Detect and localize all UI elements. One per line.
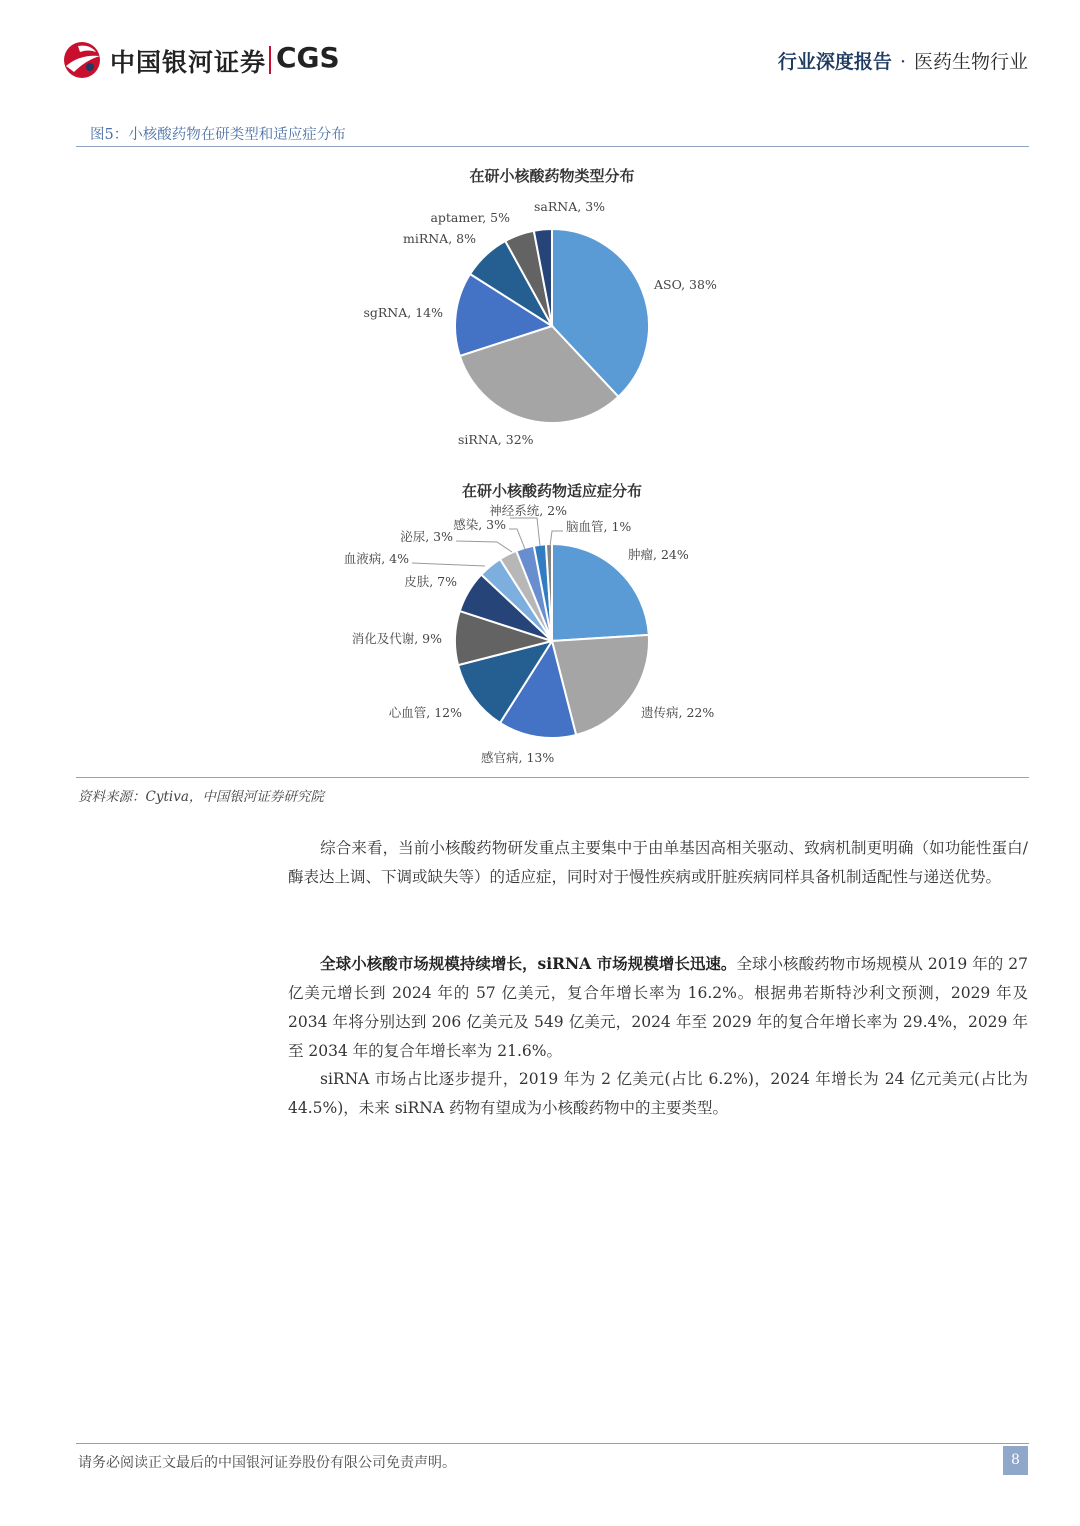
- slice-label: aptamer, 5%: [430, 210, 510, 225]
- figure-bottom-rule: [76, 777, 1029, 778]
- chart-title: 在研小核酸药物类型分布: [469, 167, 635, 185]
- figure-source: 资料来源：Cytiva，中国银河证券研究院: [78, 789, 324, 805]
- slice-label: siRNA, 32%: [458, 432, 534, 447]
- footer-rule: [76, 1443, 1029, 1444]
- slice-label: 感染, 3%: [453, 517, 506, 532]
- slice-label: 皮肤, 7%: [404, 574, 457, 589]
- slice-label: 血液病, 4%: [343, 551, 409, 566]
- slice-label: 感官病, 13%: [481, 750, 555, 765]
- logo-text-cn: 中国银河证券: [110, 48, 267, 77]
- paragraph-3: [288, 1065, 1028, 1123]
- slice-label: saRNA, 3%: [534, 199, 606, 214]
- slice-label: 心血管, 12%: [388, 705, 462, 720]
- pie-chart-1: [363, 167, 716, 447]
- report-type: 行业深度报告: [777, 51, 892, 73]
- figure-caption: 图5：小核酸药物在研类型和适应症分布: [90, 127, 346, 143]
- paragraph-3-text: siRNA 市场占比逐步提升，2019 年为 2 亿美元(占比 6.2%)，2024 年增长为 24 亿元美元(占比为 44.5%)，未来 siRNA 药物有望成为小核酸药物中的主要类型。: [288, 1070, 1028, 1117]
- slice-label: 肿瘤, 24%: [628, 547, 689, 562]
- leader-line: [412, 563, 485, 566]
- paragraph-2: [288, 949, 1028, 1066]
- paragraph-1: [288, 834, 1028, 892]
- paragraph-1-text: 综合来看，当前小核酸药物研发重点主要集中于由单基因高相关驱动、致病机制更明确（如功能性蛋白/酶表达上调、下调或缺失等）的适应症，同时对于慢性疾病或肝脏疾病同样具备机制适配性与递送优势。: [288, 839, 1028, 886]
- slice-label: 泌尿, 3%: [400, 529, 453, 544]
- page-number: 8: [1003, 1446, 1028, 1475]
- paragraph-2-text: 全球小核酸药物市场规模从 2019 年的 27 亿美元增长到 2024 年的 57 亿美元，复合年增长率为 16.2%。根据弗若斯特沙利文预测，2029 年及 2034 年将分别达到 206 亿美元及 549 亿美元，2024 年至 2029 年的复合年增长率为 29.4%，2029 年至 2034 年的复合年增长率为 21.6%。: [288, 955, 1028, 1060]
- pie-chart-2: [344, 482, 715, 765]
- leader-line: [510, 518, 540, 546]
- slice-label: ASO, 38%: [654, 277, 717, 292]
- slice-label: 消化及代谢, 9%: [351, 631, 442, 646]
- slice-label: miRNA, 8%: [402, 231, 476, 246]
- paragraph-2-lead: 全球小核酸市场规模持续增长，siRNA 市场规模增长迅速。: [320, 954, 737, 973]
- leader-line: [456, 541, 512, 552]
- header-separator: ·: [899, 51, 906, 73]
- slice-label: 脑血管, 1%: [566, 519, 632, 534]
- chart-title: 在研小核酸药物适应症分布: [461, 482, 643, 500]
- footer-disclaimer: 请务必阅读正文最后的中国银河证券股份有限公司免责声明。: [78, 1455, 456, 1471]
- industry-name: 医药生物行业: [913, 51, 1028, 73]
- slice-label: 神经系统, 2%: [489, 503, 567, 518]
- slice-label: sgRNA, 14%: [363, 305, 443, 320]
- logo-text-en: CGS: [276, 41, 340, 74]
- slice-label: 遗传病, 22%: [641, 705, 715, 720]
- leader-line: [509, 529, 525, 549]
